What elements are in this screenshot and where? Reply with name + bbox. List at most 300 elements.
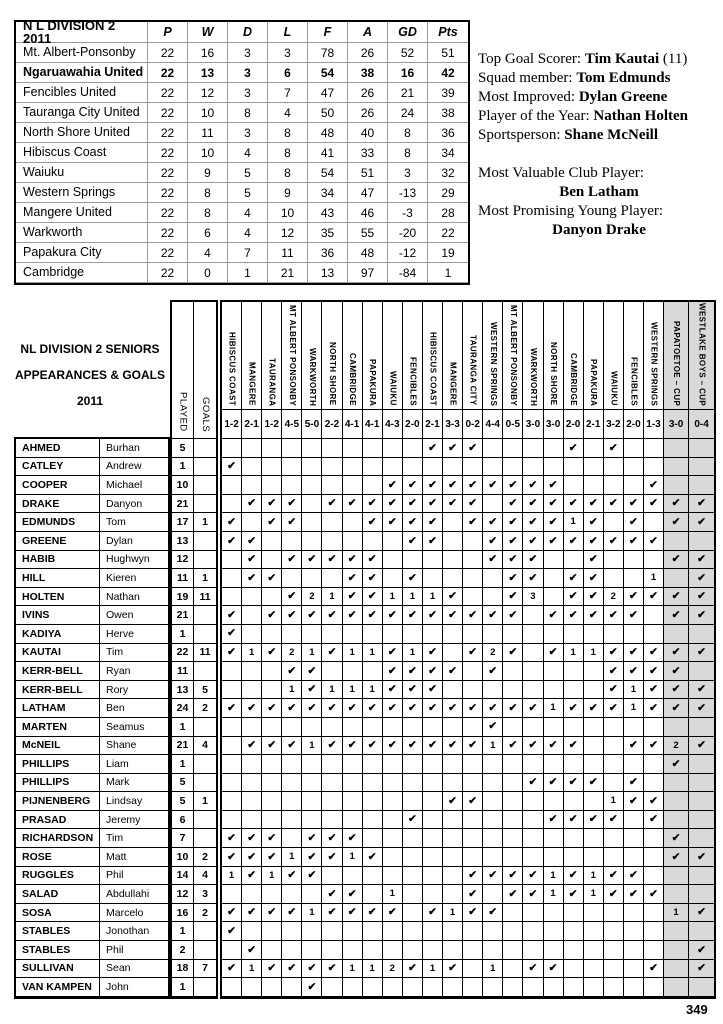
check-mark: ✔ [588, 776, 598, 789]
check-mark: ✔ [608, 608, 618, 621]
check-mark: ✔ [407, 478, 417, 491]
league-stat-value: 4 [228, 203, 268, 223]
appearance-cell-empty [523, 978, 543, 997]
check-mark: ✔ [468, 497, 478, 510]
league-stat-value: 11 [188, 123, 228, 143]
player-played-count: 24 [172, 699, 194, 718]
player-firstname: Sean [100, 960, 168, 979]
check-mark: ✔ [629, 776, 638, 789]
appearance-cell-empty [363, 885, 383, 904]
appearances-title-line2: APPEARANCES & GOALS [14, 368, 166, 382]
appearance-cell [302, 867, 322, 886]
league-stat-value: 12 [188, 83, 228, 103]
player-firstname: Tim [100, 829, 168, 848]
goals-in-match: 1 [369, 646, 375, 658]
check-mark: ✔ [307, 980, 317, 993]
league-stat-value: -12 [388, 243, 428, 263]
check-mark: ✔ [588, 497, 598, 510]
appearance-cell-empty [463, 569, 483, 588]
appearance-cell [302, 848, 322, 867]
league-stat-value: 3 [228, 63, 268, 83]
player-played-count: 10 [172, 476, 194, 495]
appearances-title [14, 336, 166, 414]
appearance-cell [584, 495, 604, 514]
appearance-cell [222, 960, 242, 979]
appearance-cell-empty [463, 532, 483, 551]
appearance-cell-empty [564, 625, 584, 644]
check-mark: ✔ [367, 701, 377, 714]
check-mark: ✔ [247, 906, 257, 919]
appearance-cell-empty [222, 588, 242, 607]
appearance-cell [624, 513, 644, 532]
check-mark: ✔ [671, 646, 681, 659]
check-mark: ✔ [287, 962, 297, 975]
appearance-cell [503, 644, 523, 663]
appearance-cell-empty [383, 829, 403, 848]
goals-in-match: 1 [449, 906, 456, 918]
appearance-cell [383, 737, 403, 756]
goals-in-match: 1 [429, 962, 436, 974]
appearance-cell [604, 439, 624, 458]
appearance-cell-empty [604, 922, 624, 941]
player-goals-count: 2 [194, 904, 216, 923]
check-mark: ✔ [568, 497, 578, 510]
league-stat-value: 34 [428, 143, 468, 163]
appearance-cell-empty [503, 792, 523, 811]
opponent-label: PAPAKURA [589, 358, 599, 406]
appearance-cell [503, 867, 523, 886]
opponent-label: CAMBRIDGE [348, 353, 358, 406]
appearance-cell [664, 495, 689, 514]
appearance-cell-empty [222, 978, 242, 997]
appearance-cell-empty [403, 625, 423, 644]
player-firstname: Burhan [100, 439, 168, 458]
appearance-cell [483, 737, 503, 756]
appearance-cell-empty [322, 774, 342, 793]
check-mark: ✔ [528, 701, 538, 714]
player-firstname: Phil [100, 867, 168, 886]
check-mark: ✔ [649, 590, 658, 603]
appearance-cell-empty [302, 458, 322, 477]
appearance-cell-empty [689, 625, 714, 644]
check-mark: ✔ [629, 664, 638, 677]
appearance-cell-empty [403, 458, 423, 477]
opponent-label: PAPAKURA [368, 358, 378, 406]
check-mark: ✔ [448, 962, 457, 975]
league-stat-value: 4 [268, 103, 308, 123]
appearance-cell-empty [363, 755, 383, 774]
appearance-cell [383, 588, 403, 607]
match-score: 2-0 [564, 410, 584, 439]
player-goals-count [194, 978, 216, 997]
check-mark: ✔ [608, 887, 618, 900]
check-mark: ✔ [247, 739, 257, 752]
league-team-name: Fencibles United [16, 83, 148, 103]
check-mark: ✔ [488, 534, 498, 547]
appearance-cell [483, 904, 503, 923]
appearance-cell [604, 662, 624, 681]
check-mark: ✔ [307, 608, 317, 621]
appearance-cell [584, 811, 604, 830]
appearance-cell-empty [343, 718, 363, 737]
check-mark: ✔ [347, 906, 357, 919]
check-mark: ✔ [347, 739, 357, 752]
check-mark: ✔ [327, 850, 337, 863]
appearance-cell [282, 848, 302, 867]
appearance-cell-empty [222, 718, 242, 737]
match-score: 0-5 [503, 410, 523, 439]
appearance-cell-empty [503, 941, 523, 960]
appearance-cell-empty [463, 960, 483, 979]
player-surname: RICHARDSON [16, 829, 100, 848]
appearance-cell-empty [624, 551, 644, 570]
check-mark: ✔ [588, 534, 598, 547]
appearance-cell-empty [302, 755, 322, 774]
appearance-cell-empty [564, 755, 584, 774]
check-mark: ✔ [307, 701, 317, 714]
appearance-cell [503, 885, 523, 904]
league-stat-value: 52 [388, 43, 428, 63]
appearance-cell-empty [443, 569, 463, 588]
appearance-cell [644, 476, 664, 495]
appearance-cell [222, 513, 242, 532]
check-mark: ✔ [528, 534, 538, 547]
appearance-cell [423, 960, 443, 979]
appearance-cell [503, 588, 523, 607]
appearance-cell-empty [222, 681, 242, 700]
goals-in-match: 1 [228, 869, 235, 881]
goals-in-match: 1 [590, 869, 596, 881]
league-stat-value: 16 [188, 43, 228, 63]
check-mark: ✔ [407, 515, 417, 528]
appearance-cell [523, 960, 543, 979]
appearance-cell-empty [242, 885, 262, 904]
check-mark: ✔ [671, 850, 681, 863]
appearance-cell-empty [689, 829, 714, 848]
appearance-cell [222, 532, 242, 551]
check-mark: ✔ [488, 869, 498, 882]
appearance-cell-empty [383, 811, 403, 830]
appearance-cell [322, 495, 342, 514]
goals-in-match: 1 [630, 683, 637, 695]
appearance-cell-empty [523, 755, 543, 774]
appearance-cell-empty [363, 532, 383, 551]
appearance-cell-empty [262, 532, 282, 551]
appearance-cell-empty [503, 978, 523, 997]
player-surname: VAN KAMPEN [16, 978, 100, 997]
appearance-cell-empty [523, 606, 543, 625]
check-mark: ✔ [548, 962, 558, 975]
appearance-cell-empty [604, 458, 624, 477]
check-mark: ✔ [307, 664, 317, 677]
appearance-cell [222, 625, 242, 644]
league-team-name: Tauranga City United [16, 103, 148, 123]
appearance-cell-empty [624, 848, 644, 867]
appearance-cell [443, 495, 463, 514]
check-mark: ✔ [448, 497, 457, 510]
appearance-cell [463, 737, 483, 756]
appearance-cell-empty [644, 551, 664, 570]
appearance-cell [383, 681, 403, 700]
appearance-cell [483, 718, 503, 737]
league-stat-value: -3 [388, 203, 428, 223]
check-mark: ✔ [247, 832, 257, 845]
appearance-cell-empty [664, 569, 689, 588]
appearance-cell [302, 829, 322, 848]
league-stat-value: 54 [308, 163, 348, 183]
appearance-cell-empty [624, 569, 644, 588]
player-played-count: 19 [172, 588, 194, 607]
appearance-cell [624, 662, 644, 681]
appearance-cell-empty [282, 458, 302, 477]
appearance-cell [664, 737, 689, 756]
league-stat-value: 41 [308, 143, 348, 163]
played-goals-table [170, 300, 218, 999]
check-mark: ✔ [307, 683, 317, 696]
appearance-cell-empty [564, 792, 584, 811]
check-mark: ✔ [697, 515, 706, 528]
appearance-cell [363, 606, 383, 625]
appearance-cell-empty [343, 941, 363, 960]
appearance-cell-empty [523, 439, 543, 458]
appearance-cell [463, 606, 483, 625]
appearance-cell-empty [242, 513, 262, 532]
award-label: Most Improved: [478, 89, 579, 105]
appearance-cell [644, 811, 664, 830]
appearance-cell [463, 644, 483, 663]
match-column-header [343, 302, 363, 410]
appearance-cell-empty [689, 439, 714, 458]
league-column-header: GD [388, 22, 428, 43]
appearance-cell-empty [242, 718, 262, 737]
check-mark: ✔ [608, 683, 618, 696]
league-stat-value: 22 [148, 123, 188, 143]
player-played-count: 2 [172, 941, 194, 960]
appearance-cell-empty [624, 476, 644, 495]
appearance-cell-empty [544, 458, 564, 477]
appearance-cell-empty [544, 904, 564, 923]
player-goals-count [194, 829, 216, 848]
check-mark: ✔ [468, 739, 478, 752]
appearance-cell-empty [664, 718, 689, 737]
appearance-cell [242, 848, 262, 867]
player-surname: DRAKE [16, 495, 100, 514]
player-goals-count [194, 495, 216, 514]
appearance-cell-empty [343, 774, 363, 793]
appearance-cell-empty [689, 718, 714, 737]
player-firstname: Nathan [100, 588, 168, 607]
opponent-label: HIBISCUS COAST [428, 331, 438, 406]
award-winner-name: Nathan Holten [593, 108, 688, 124]
check-mark: ✔ [629, 515, 638, 528]
appearance-cell-empty [282, 476, 302, 495]
appearance-cell [262, 569, 282, 588]
match-column-header [523, 302, 543, 410]
check-mark: ✔ [671, 553, 681, 566]
league-stat-value: 42 [428, 63, 468, 83]
appearance-cell-empty [564, 941, 584, 960]
appearance-cell-empty [403, 439, 423, 458]
appearance-cell-empty [503, 439, 523, 458]
appearance-cell [403, 588, 423, 607]
appearance-cell-empty [242, 922, 262, 941]
check-mark: ✔ [448, 590, 457, 603]
player-goals-count [194, 811, 216, 830]
league-stat-value: 22 [148, 143, 188, 163]
appearance-cell [343, 699, 363, 718]
appearance-cell-empty [644, 922, 664, 941]
player-firstname: Ben [100, 699, 168, 718]
check-mark: ✔ [697, 497, 706, 510]
appearance-cell [604, 792, 624, 811]
check-mark: ✔ [568, 534, 578, 547]
appearance-cell [584, 588, 604, 607]
opponent-label: NORTH SHORE [328, 342, 338, 406]
player-played-count: 1 [172, 625, 194, 644]
appearance-cell [544, 885, 564, 904]
player-surname: KERR-BELL [16, 681, 100, 700]
appearance-cell [242, 532, 262, 551]
appearance-cell [523, 495, 543, 514]
opponent-label: WAIUKU [609, 371, 619, 406]
check-mark: ✔ [428, 608, 437, 621]
appearance-cell-empty [383, 569, 403, 588]
appearance-cell-empty [403, 904, 423, 923]
league-stat-value: 29 [428, 183, 468, 203]
appearance-cell-empty [443, 644, 463, 663]
appearance-cell-empty [363, 476, 383, 495]
check-mark: ✔ [448, 664, 457, 677]
appearance-cell-empty [463, 829, 483, 848]
league-stat-value: 26 [348, 103, 388, 123]
appearance-cell-empty [282, 718, 302, 737]
league-stat-value: 22 [148, 243, 188, 263]
match-score: 1-2 [262, 410, 282, 439]
appearance-cell-empty [403, 848, 423, 867]
league-stat-value: 33 [348, 143, 388, 163]
match-score: 3-3 [443, 410, 463, 439]
player-goals-count [194, 922, 216, 941]
appearance-cell-empty [644, 774, 664, 793]
league-team-name: Mangere United [16, 203, 148, 223]
appearance-cell-empty [343, 625, 363, 644]
appearance-cell [262, 606, 282, 625]
appearance-cell [242, 644, 262, 663]
appearance-cell-empty [443, 978, 463, 997]
check-mark: ✔ [307, 553, 317, 566]
goals-in-match: 1 [349, 851, 355, 863]
appearance-cell [564, 606, 584, 625]
appearance-cell-empty [282, 755, 302, 774]
check-mark: ✔ [367, 906, 377, 919]
league-stat-value: 43 [308, 203, 348, 223]
appearance-cell [564, 513, 584, 532]
appearance-cell-empty [262, 885, 282, 904]
appearance-cell-empty [503, 904, 523, 923]
goals-in-match: 1 [409, 646, 416, 658]
player-played-count: 1 [172, 718, 194, 737]
check-mark: ✔ [227, 627, 236, 640]
check-mark: ✔ [508, 515, 518, 528]
check-mark: ✔ [629, 590, 638, 603]
check-mark: ✔ [468, 478, 478, 491]
appearance-cell [222, 644, 242, 663]
appearance-cell-empty [544, 755, 564, 774]
player-goals-count [194, 532, 216, 551]
check-mark: ✔ [697, 608, 706, 621]
appearance-cell [604, 644, 624, 663]
check-mark: ✔ [347, 590, 357, 603]
check-mark: ✔ [387, 646, 397, 659]
match-score: 0-2 [463, 410, 483, 439]
appearance-cell-empty [689, 662, 714, 681]
check-mark: ✔ [697, 553, 706, 566]
check-mark: ✔ [367, 590, 377, 603]
check-mark: ✔ [629, 608, 638, 621]
appearance-cell-empty [544, 941, 564, 960]
check-mark: ✔ [347, 571, 357, 584]
opponent-label: MANGERE [247, 362, 257, 406]
league-stat-value: 10 [188, 103, 228, 123]
appearance-cell-empty [584, 755, 604, 774]
check-mark: ✔ [697, 962, 706, 975]
appearance-cell [262, 513, 282, 532]
page-number: 349 [686, 1002, 708, 1017]
appearance-cell [322, 551, 342, 570]
check-mark: ✔ [608, 813, 618, 826]
appearance-cell [423, 606, 443, 625]
league-stat-value: 8 [268, 143, 308, 163]
appearance-cell-empty [242, 774, 262, 793]
appearance-cell [584, 532, 604, 551]
appearance-cell-empty [222, 737, 242, 756]
player-goals-count: 1 [194, 569, 216, 588]
appearance-cell [443, 476, 463, 495]
check-mark: ✔ [448, 794, 457, 807]
check-mark: ✔ [629, 794, 638, 807]
appearance-cell-empty [403, 551, 423, 570]
appearance-cell [564, 495, 584, 514]
appearance-cell-empty [423, 551, 443, 570]
check-mark: ✔ [227, 850, 236, 863]
appearance-cell [644, 644, 664, 663]
check-mark: ✔ [488, 906, 498, 919]
appearance-cell-empty [302, 885, 322, 904]
appearance-cell-empty [443, 718, 463, 737]
appearance-cell-empty [664, 476, 689, 495]
check-mark: ✔ [367, 497, 377, 510]
player-surname: SOSA [16, 904, 100, 923]
opponent-label: PAPATOETOE – CUP [672, 320, 682, 406]
appearance-cell-empty [463, 774, 483, 793]
appearance-cell [624, 588, 644, 607]
check-mark: ✔ [468, 646, 478, 659]
appearance-cell [664, 606, 689, 625]
player-surname: KADIYA [16, 625, 100, 644]
check-mark: ✔ [387, 739, 397, 752]
league-stat-value: 4 [188, 243, 228, 263]
appearance-cell [242, 495, 262, 514]
appearance-cell [664, 681, 689, 700]
check-mark: ✔ [247, 869, 257, 882]
appearance-cell-empty [322, 513, 342, 532]
appearance-cell-empty [322, 978, 342, 997]
appearance-cell [544, 513, 564, 532]
league-stat-value: 78 [308, 43, 348, 63]
appearance-cell-empty [584, 458, 604, 477]
player-goals-count: 4 [194, 737, 216, 756]
appearance-cell-empty [363, 439, 383, 458]
